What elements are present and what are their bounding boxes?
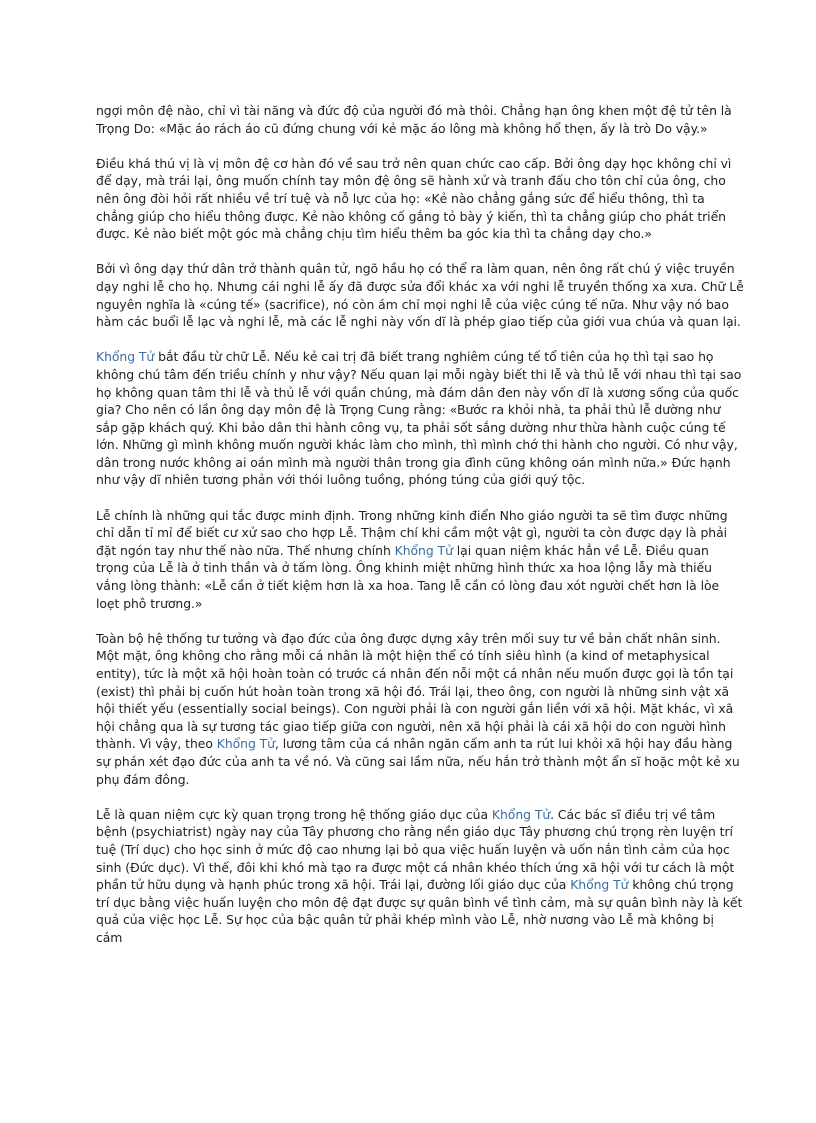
text-run: không chú trọng trí dục bằng việc huấn luyện cho môn đệ đạt được sự quân bình về tình cảm, mà sự quân bình này là kết quả của việc học Lễ. Sự học của bậc quân tử phải khép mình vào Lễ, nhờ nương vào Lễ mà không bị cám bbox=[96, 877, 743, 945]
khong-tu-link[interactable]: Khổng Tử bbox=[491, 806, 551, 822]
text-run: lại quan niệm khác hẳn về Lễ. Điều quan trọng của Lễ là ở tinh thần và ở tấm lòng. Ông khinh miệt những hình thức xa hoa lộng lẫy mà thiếu vắng lòng thành: «Lễ cần ở tiết kiệm hơn là xa hoa. Tang lễ cần có lòng đau xót người chết hơn là lòe loẹt phô trương.» bbox=[96, 542, 720, 611]
paragraph-5 bbox=[96, 507, 744, 613]
khong-tu-link[interactable]: Khổng Tử bbox=[96, 349, 155, 365]
khong-tu-link[interactable]: Khổng Tử bbox=[394, 542, 453, 558]
text-run: bắt đầu từ chữ Lễ. Nếu kẻ cai trị đã biết trang nghiêm cúng tế tổ tiên của họ thì tại sao họ không chú tâm đến triều chính y như vậy? Nếu quan lại mỗi ngày biết thi lễ và thủ lễ với nhau thì tại sao họ không quan tâm thi lễ và thủ lễ với quần chúng, mà đám dân đen này vốn dĩ là xương sống của quốc gia? Cho nên có lần ông dạy môn đệ là Trọng Cung rằng: «Bước ra khỏi nhà, ta phải thủ lễ dường như sắp gặp khách quý. Khi bảo dân thi hành công vụ, ta phải sốt sắng dường như thừa hành cuộc cúng tế lớn. Những gì mình không muốn người khác làm cho mình, thì mình chớ thi hành cho người. Có như vậy, dân trong nước không ai oán mình mà người thân trong gia đình cũng không oán mình nữa.» Đức hạnh như vậy dĩ nhiên tương phản với thói luông tuồng, phóng túng của giới quý tộc. bbox=[96, 349, 742, 488]
paragraph-1 bbox=[96, 102, 744, 137]
text-run: Lễ là quan niệm cực kỳ quan trọng trong hệ thống giáo dục của bbox=[96, 806, 492, 822]
paragraph-7 bbox=[96, 806, 744, 947]
text-run: ngợi môn đệ nào, chỉ vì tài năng và đức độ của người đó mà thôi. Chẳng hạn ông khen một đệ tử tên là Trọng Do: «Mặc áo rách áo cũ đứng chung với kẻ mặc áo lông mà không hổ thẹn, ấy là trò Do vậy.» bbox=[96, 103, 732, 136]
paragraph-2 bbox=[96, 155, 744, 243]
text-run: Toàn bộ hệ thống tư tưởng và đạo đức của ông được dựng xây trên mối suy tư về bản chất nhân sinh. Một mặt, ông không cho rằng mỗi cá nhân là một hiện thể có tính siêu hình (a kind of metaphysical entity), tức là một xã hội hoàn toàn có trước cá nhân đến nỗi một cá nhân nếu muốn được gọi là tồn tại (exist) thì phải bị cuốn hút hoàn toàn trong xã hội đó. Trái lại, theo ông, con người là những sinh vật xã hội thiết yếu (essentially social beings). Con người phải là con người gắn liền với xã hội. Mặt khác, vì xã hội chẳng qua là sự tương tác giao tiếp giữa con người, nên xã hội phải là cái xã hội do con người hình thành. Vì vậy, theo bbox=[96, 630, 734, 752]
paragraph-6 bbox=[96, 630, 744, 788]
paragraph-3 bbox=[96, 260, 744, 330]
text-run: Điều khá thú vị là vị môn đệ cơ hàn đó về sau trở nên quan chức cao cấp. Bởi ông dạy học không chỉ vì để dạy, mà trái lại, ông muốn chính tay môn đệ ông sẽ hành xử và tranh đấu cho tôn chỉ của ông, cho nên ông đòi hỏi rất nhiều về trí tuệ và nỗ lực của họ: «Kẻ nào chẳng gắng sức để hiểu thông, thì ta chẳng giúp cho hiểu thông được. Kẻ nào không cố gắng tỏ bày ý kiến, thì ta chẳng giúp cho phát triển được. Kẻ nào biết một góc mà chẳng chịu tìm hiểu thêm ba góc kia thì ta chẳng dạy cho.» bbox=[96, 155, 732, 242]
khong-tu-link[interactable]: Khổng Tử bbox=[216, 736, 275, 752]
text-run: , lương tâm của cá nhân ngăn cấm anh ta rút lui khỏi xã hội hay đầu hàng sự phán xét đạo đức của anh ta về nó. Và cũng sai lầm nữa, nếu hắn trở thành một ẩn sĩ hoặc một kẻ xu phụ đám đông. bbox=[96, 736, 740, 787]
text-run: Bởi vì ông dạy thứ dân trở thành quân tử, ngõ hầu họ có thể ra làm quan, nên ông rất chú ý việc truyền dạy nghi lễ cho họ. Nhưng cái nghi lễ ấy đã được sửa đổi khác xa với nghi lễ truyền thống xa xưa. Chữ Lễ nguyên nghĩa là «cúng tế» (sacrifice), nó còn ám chỉ mọi nghi lễ của việc cúng tế nữa. Như vậy nó bao hàm các buổi lễ lạc và nghi lễ, mà các lễ nghi này vốn dĩ là phép giao tiếp của giới vua chúa và quan lại. bbox=[96, 261, 744, 330]
document-body bbox=[96, 102, 744, 964]
text-run: . Các bác sĩ điều trị về tâm bệnh (psychiatrist) ngày nay của Tây phương cho rằng nền giáo dục Tây phương chú trọng rèn luyện trí tuệ (Trí dục) cho học sinh ở mức độ cao nhưng lại bỏ qua việc huấn luyện và uốn nắn tình cảm của học sinh (Đức dục). Vì thế, đôi khi khó mà tạo ra được một cá nhân khéo thích ứng xã hội với tư cách là một phần tử hữu dụng và hạnh phúc trong xã hội. Trái lại, đường lối giáo dục của bbox=[96, 806, 735, 893]
khong-tu-link[interactable]: Khổng Tử bbox=[570, 877, 629, 893]
paragraph-4 bbox=[96, 348, 744, 489]
text-run: Lễ chính là những qui tắc được minh định. Trong những kinh điển Nho giáo người ta sẽ tìm được những chỉ dẫn tỉ mỉ để biết cư xử sao cho hợp Lễ. Thậm chí khi cầm một vật gì, người ta còn được dạy là phải đặt ngón tay như thế nào nữa. Thế nhưng chính bbox=[96, 507, 728, 558]
